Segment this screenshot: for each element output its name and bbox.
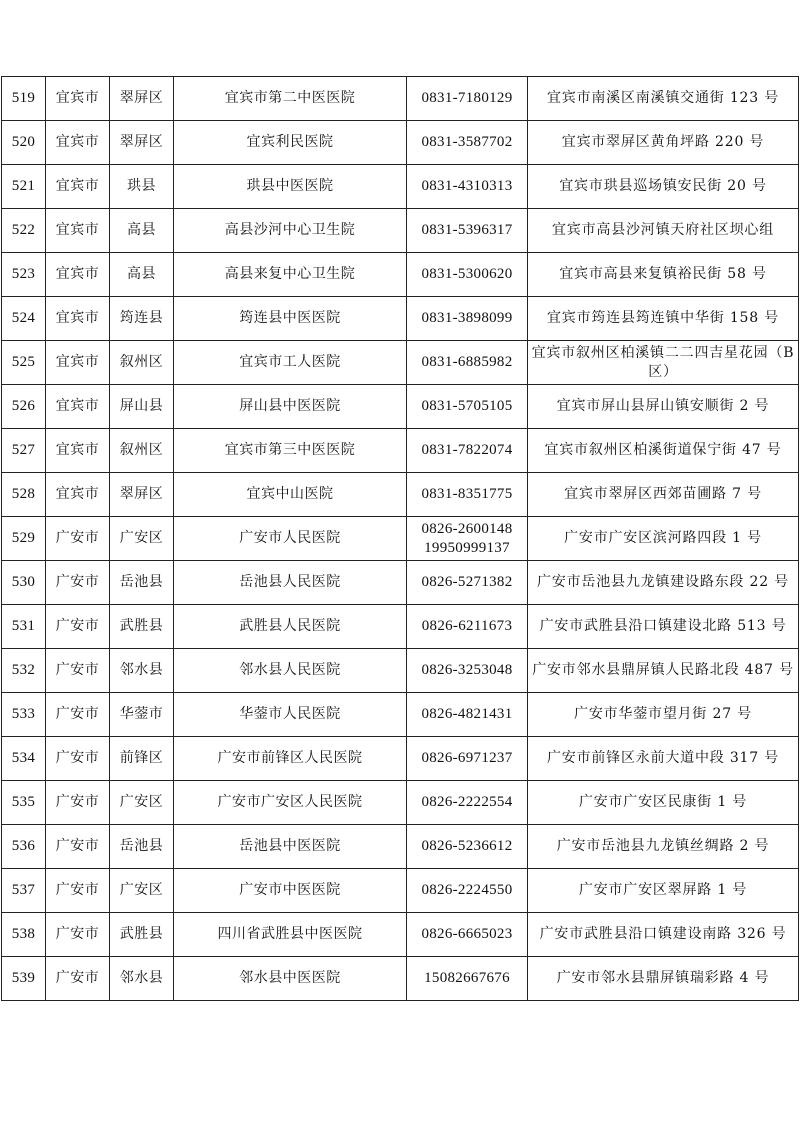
phone-cell [407, 605, 528, 649]
address-cell: 广安市武胜县沿口镇建设北路 513 号 [528, 605, 799, 649]
phone-number: 15082667676 [424, 970, 510, 986]
hospital-name-cell: 岳池县人民医院 [174, 561, 407, 605]
table-row [2, 649, 799, 693]
table-row [2, 209, 799, 253]
table-row [2, 869, 799, 913]
address-cell: 宜宾市翠屏区西郊苗圃路 7 号 [528, 473, 799, 517]
phone-number: 0831-8351775 [421, 486, 513, 502]
row-number-cell: 536 [2, 825, 46, 869]
row-number-cell: 525 [2, 341, 46, 385]
row-number-cell: 530 [2, 561, 46, 605]
address-cell: 宜宾市珙县巡场镇安民街 20 号 [528, 165, 799, 209]
row-number-cell: 520 [2, 121, 46, 165]
table-row [2, 473, 799, 517]
district-cell: 翠屏区 [110, 121, 174, 165]
phone-cell [407, 121, 528, 165]
row-number-cell: 535 [2, 781, 46, 825]
city-cell: 广安市 [46, 561, 110, 605]
phone-number: 0826-5271382 [421, 574, 513, 590]
table-row [2, 429, 799, 473]
row-number-cell: 521 [2, 165, 46, 209]
city-cell: 宜宾市 [46, 165, 110, 209]
phone-cell [407, 737, 528, 781]
address-cell: 宜宾市高县沙河镇天府社区坝心组 [528, 209, 799, 253]
address-cell: 广安市华蓥市望月街 27 号 [528, 693, 799, 737]
district-cell: 翠屏区 [110, 473, 174, 517]
hospital-name-cell: 宜宾利民医院 [174, 121, 407, 165]
address-cell: 广安市前锋区永前大道中段 317 号 [528, 737, 799, 781]
city-cell: 广安市 [46, 693, 110, 737]
hospital-name-cell: 广安市广安区人民医院 [174, 781, 407, 825]
city-cell: 宜宾市 [46, 77, 110, 121]
address-cell: 广安市广安区翠屏路 1 号 [528, 869, 799, 913]
table-row [2, 297, 799, 341]
hospital-name-cell: 华蓥市人民医院 [174, 693, 407, 737]
hospital-name-cell: 广安市人民医院 [174, 517, 407, 561]
phone-number: 0831-3898099 [421, 310, 513, 326]
district-cell: 邻水县 [110, 957, 174, 1001]
table-row [2, 781, 799, 825]
hospital-name-cell: 广安市中医医院 [174, 869, 407, 913]
phone-number: 0826-2600148 [421, 520, 513, 537]
table-row [2, 341, 799, 385]
table-row [2, 253, 799, 297]
hospital-name-cell: 邻水县中医医院 [174, 957, 407, 1001]
city-cell: 宜宾市 [46, 209, 110, 253]
phone-cell [407, 825, 528, 869]
phone-number: 0831-5705105 [421, 398, 513, 414]
phone-cell [407, 77, 528, 121]
hospital-name-cell: 广安市前锋区人民医院 [174, 737, 407, 781]
phone-cell [407, 385, 528, 429]
district-cell: 翠屏区 [110, 77, 174, 121]
district-cell: 叙州区 [110, 341, 174, 385]
hospital-name-cell: 岳池县中医医院 [174, 825, 407, 869]
hospital-name-cell: 宜宾市第三中医医院 [174, 429, 407, 473]
district-cell: 华蓥市 [110, 693, 174, 737]
hospital-name-cell: 高县沙河中心卫生院 [174, 209, 407, 253]
phone-cell [407, 209, 528, 253]
phone-number: 0831-3587702 [421, 134, 513, 150]
phone-number: 19950999137 [424, 539, 510, 556]
address-cell: 广安市广安区民康街 1 号 [528, 781, 799, 825]
city-cell: 广安市 [46, 605, 110, 649]
address-cell: 宜宾市翠屏区黄角坪路 220 号 [528, 121, 799, 165]
city-cell: 广安市 [46, 957, 110, 1001]
table-row [2, 561, 799, 605]
phone-cell [407, 561, 528, 605]
phone-cell [407, 165, 528, 209]
district-cell: 岳池县 [110, 561, 174, 605]
table-row [2, 693, 799, 737]
phone-cell [407, 913, 528, 957]
hospital-name-cell: 宜宾中山医院 [174, 473, 407, 517]
phone-number: 0826-4821431 [421, 706, 513, 722]
hospital-name-cell: 珙县中医医院 [174, 165, 407, 209]
row-number-cell: 524 [2, 297, 46, 341]
district-cell: 高县 [110, 253, 174, 297]
district-cell: 武胜县 [110, 913, 174, 957]
address-cell: 广安市广安区滨河路四段 1 号 [528, 517, 799, 561]
city-cell: 广安市 [46, 649, 110, 693]
table-row [2, 121, 799, 165]
city-cell: 宜宾市 [46, 429, 110, 473]
table-row [2, 517, 799, 561]
phone-cell [407, 341, 528, 385]
phone-cell [407, 693, 528, 737]
address-cell: 广安市邻水县鼎屏镇瑞彩路 4 号 [528, 957, 799, 1001]
row-number-cell: 534 [2, 737, 46, 781]
row-number-cell: 523 [2, 253, 46, 297]
district-cell: 武胜县 [110, 605, 174, 649]
city-cell: 宜宾市 [46, 341, 110, 385]
city-cell: 广安市 [46, 737, 110, 781]
row-number-cell: 526 [2, 385, 46, 429]
city-cell: 广安市 [46, 781, 110, 825]
phone-number: 0831-5300620 [421, 266, 513, 282]
phone-number: 0831-6885982 [421, 354, 513, 370]
phone-number: 0826-6665023 [421, 926, 513, 942]
table-row [2, 385, 799, 429]
district-cell: 叙州区 [110, 429, 174, 473]
table-row [2, 913, 799, 957]
table-row [2, 165, 799, 209]
row-number-cell: 531 [2, 605, 46, 649]
row-number-cell: 528 [2, 473, 46, 517]
district-cell: 高县 [110, 209, 174, 253]
row-number-cell: 538 [2, 913, 46, 957]
city-cell: 宜宾市 [46, 253, 110, 297]
phone-number: 0826-6211673 [421, 618, 513, 634]
district-cell: 前锋区 [110, 737, 174, 781]
row-number-cell: 519 [2, 77, 46, 121]
phone-cell [407, 957, 528, 1001]
hospital-name-cell: 宜宾市第二中医医院 [174, 77, 407, 121]
phone-number: 0831-7180129 [421, 90, 513, 106]
address-cell: 宜宾市屏山县屏山镇安顺街 2 号 [528, 385, 799, 429]
row-number-cell: 537 [2, 869, 46, 913]
hospital-table [1, 76, 799, 1001]
hospital-name-cell: 武胜县人民医院 [174, 605, 407, 649]
address-cell: 宜宾市筠连县筠连镇中华街 158 号 [528, 297, 799, 341]
phone-number: 0826-3253048 [421, 662, 513, 678]
row-number-cell: 522 [2, 209, 46, 253]
district-cell: 广安区 [110, 517, 174, 561]
district-cell: 邻水县 [110, 649, 174, 693]
city-cell: 宜宾市 [46, 473, 110, 517]
city-cell: 宜宾市 [46, 297, 110, 341]
phone-number: 0826-5236612 [421, 838, 513, 854]
address-cell: 广安市武胜县沿口镇建设南路 326 号 [528, 913, 799, 957]
phone-cell [407, 781, 528, 825]
phone-cell [407, 253, 528, 297]
hospital-name-cell: 邻水县人民医院 [174, 649, 407, 693]
phone-number: 0831-4310313 [421, 178, 513, 194]
address-cell: 广安市岳池县九龙镇建设路东段 22 号 [528, 561, 799, 605]
table-row [2, 605, 799, 649]
city-cell: 宜宾市 [46, 121, 110, 165]
row-number-cell: 533 [2, 693, 46, 737]
phone-cell [407, 869, 528, 913]
table-row [2, 825, 799, 869]
phone-number: 0831-7822074 [421, 442, 513, 458]
city-cell: 广安市 [46, 913, 110, 957]
hospital-name-cell: 四川省武胜县中医医院 [174, 913, 407, 957]
hospital-name-cell: 筠连县中医医院 [174, 297, 407, 341]
phone-cell [407, 517, 528, 561]
district-cell: 岳池县 [110, 825, 174, 869]
hospital-name-cell: 宜宾市工人医院 [174, 341, 407, 385]
phone-number: 0826-6971237 [421, 750, 513, 766]
row-number-cell: 539 [2, 957, 46, 1001]
district-cell: 广安区 [110, 781, 174, 825]
address-cell: 宜宾市南溪区南溪镇交通街 123 号 [528, 77, 799, 121]
phone-cell [407, 649, 528, 693]
table-row [2, 77, 799, 121]
address-cell: 广安市岳池县九龙镇丝绸路 2 号 [528, 825, 799, 869]
row-number-cell: 532 [2, 649, 46, 693]
address-cell: 宜宾市叙州区柏溪街道保宁街 47 号 [528, 429, 799, 473]
district-cell: 珙县 [110, 165, 174, 209]
district-cell: 广安区 [110, 869, 174, 913]
city-cell: 广安市 [46, 517, 110, 561]
phone-cell [407, 473, 528, 517]
phone-number: 0826-2222554 [421, 794, 513, 810]
city-cell: 广安市 [46, 825, 110, 869]
hospital-name-cell: 屏山县中医医院 [174, 385, 407, 429]
phone-cell [407, 429, 528, 473]
hospital-name-cell: 高县来复中心卫生院 [174, 253, 407, 297]
district-cell: 屏山县 [110, 385, 174, 429]
phone-number: 0826-2224550 [421, 882, 513, 898]
city-cell: 宜宾市 [46, 385, 110, 429]
district-cell: 筠连县 [110, 297, 174, 341]
row-number-cell: 529 [2, 517, 46, 561]
phone-number: 0831-5396317 [421, 222, 513, 238]
city-cell: 广安市 [46, 869, 110, 913]
address-cell: 广安市邻水县鼎屏镇人民路北段 487 号 [528, 649, 799, 693]
table-body [2, 77, 799, 1001]
phone-cell [407, 297, 528, 341]
table-row [2, 957, 799, 1001]
row-number-cell: 527 [2, 429, 46, 473]
table-row [2, 737, 799, 781]
address-cell: 宜宾市叙州区柏溪镇二二四吉星花园（B 区） [528, 341, 799, 385]
address-cell: 宜宾市高县来复镇裕民街 58 号 [528, 253, 799, 297]
